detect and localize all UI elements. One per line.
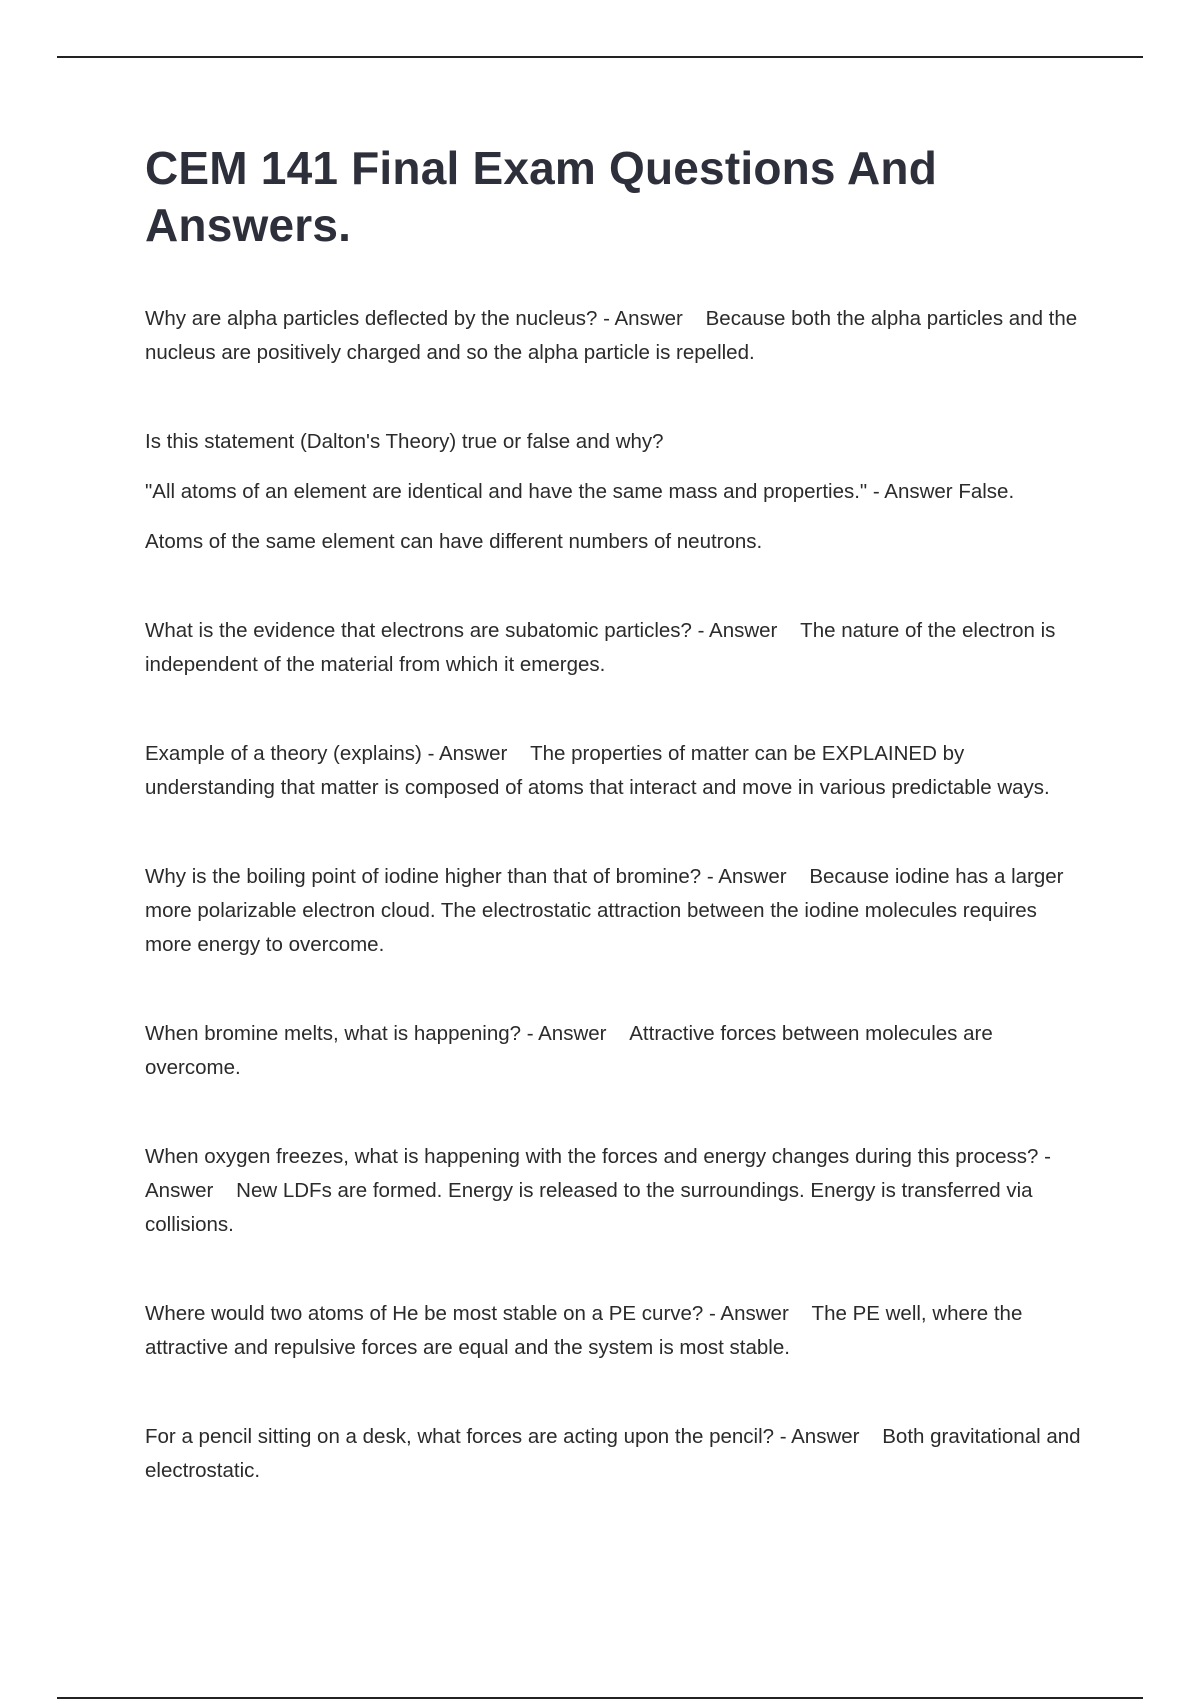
- qa-text: Why are alpha particles deflected by the nucleus? - Answer Because both the alpha particles and the nucleus are positively charged and so the alpha particle is repelled.: [145, 307, 1078, 364]
- qa-item: [145, 737, 1085, 805]
- qa-item: [145, 860, 1085, 962]
- top-divider: [57, 56, 1143, 58]
- qa-item: [145, 1297, 1085, 1365]
- document-title: CEM 141 Final Exam Questions And Answers.: [145, 142, 937, 251]
- qa-text: Example of a theory (explains) - Answer The properties of matter can be EXPLAINED by understanding that matter is composed of atoms that interact and move in various predictable ways.: [145, 742, 1050, 799]
- qa-text: Is this statement (Dalton's Theory) true or false and why?: [145, 430, 664, 453]
- qa-text: "All atoms of an element are identical and have the same mass and properties." - Answer False.: [145, 480, 1015, 503]
- qa-text: Why is the boiling point of iodine higher than that of bromine? - Answer Because iodine has a larger more polarizable electron cloud. The electrostatic attraction between the iodine molecules requires more energy to overcome.: [145, 865, 1064, 956]
- qa-item: [145, 1140, 1085, 1242]
- qa-item: [145, 425, 1085, 559]
- qa-text: For a pencil sitting on a desk, what forces are acting upon the pencil? - Answer Both gravitational and electrostatic.: [145, 1425, 1081, 1482]
- qa-item: [145, 614, 1085, 682]
- qa-item: [145, 1017, 1085, 1085]
- qa-text: What is the evidence that electrons are subatomic particles? - Answer The nature of the electron is independent of the material from which it emerges.: [145, 619, 1056, 676]
- qa-text: When bromine melts, what is happening? - Answer Attractive forces between molecules are overcome.: [145, 1022, 993, 1079]
- qa-text: When oxygen freezes, what is happening with the forces and energy changes during this process? - Answer New LDFs are formed. Energy is released to the surroundings. Energy is transferred via collisions.: [145, 1145, 1051, 1236]
- qa-item: [145, 302, 1085, 370]
- document-body: [145, 140, 1085, 1543]
- qa-item: [145, 1420, 1085, 1488]
- bottom-divider: [57, 1697, 1143, 1699]
- qa-text: Atoms of the same element can have different numbers of neutrons.: [145, 530, 763, 553]
- qa-text: Where would two atoms of He be most stable on a PE curve? - Answer The PE well, where the attractive and repulsive forces are equal and the system is most stable.: [145, 1302, 1023, 1359]
- qa-list: [145, 302, 1085, 1488]
